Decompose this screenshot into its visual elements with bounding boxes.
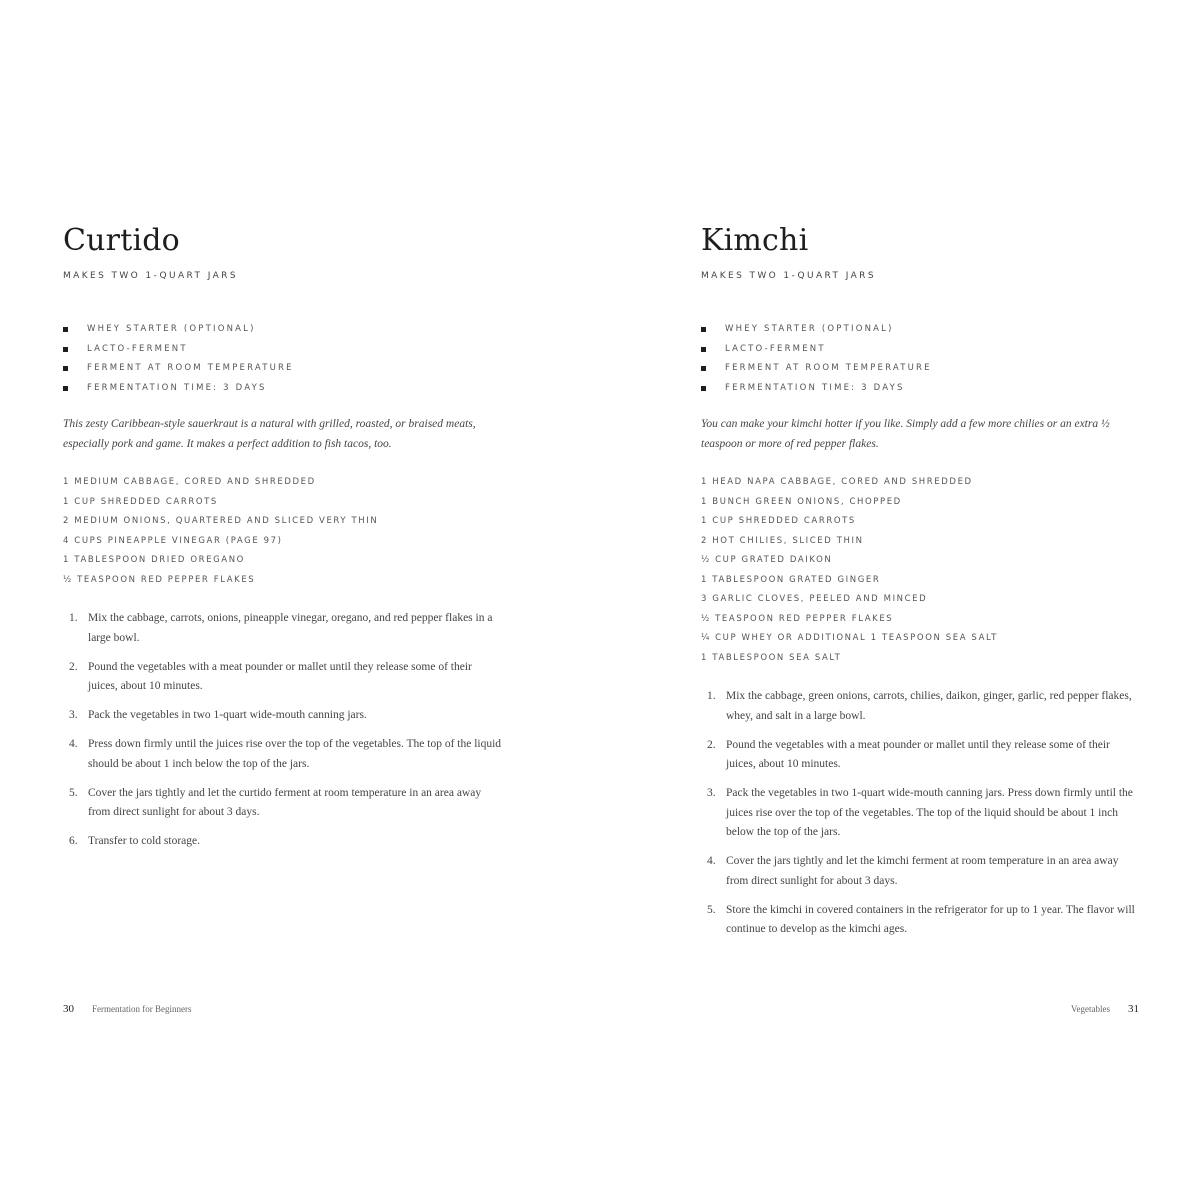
label-item [701, 379, 1141, 399]
ingredient-item: ¼ CUP WHEY OR ADDITIONAL 1 TEASPOON SEA SALT [701, 633, 998, 643]
label-text: FERMENT AT ROOM TEMPERATURE [725, 363, 932, 373]
step-number: 3. [69, 709, 78, 721]
square-bullet-icon [63, 327, 68, 332]
step-item [63, 658, 503, 697]
step-number: 5. [707, 903, 716, 916]
recipe-yield: MAKES TWO 1-QUART JARS [63, 271, 238, 281]
label-text: WHEY STARTER (OPTIONAL) [725, 324, 894, 334]
step-text: Pound the vegetables with a meat pounder or mallet until they release some of their juices, about 10 minutes. [88, 660, 472, 692]
square-bullet-icon [701, 347, 706, 352]
step-item [701, 687, 1141, 726]
label-item [63, 340, 503, 360]
step-item [701, 852, 1141, 891]
page-footer [63, 1002, 191, 1017]
ingredient-item: ½ CUP GRATED DAIKON [701, 555, 833, 565]
ingredient-item: 1 TABLESPOON DRIED OREGANO [63, 555, 245, 565]
step-number: 4. [707, 855, 716, 867]
step-text: Mix the cabbage, green onions, carrots, chilies, daikon, ginger, garlic, red pepper flakes, whey, and salt in a large bowl. [726, 690, 1132, 722]
step-number: 2. [69, 660, 78, 673]
step-text: Store the kimchi in covered containers in the refrigerator for up to 1 year. The flavor will continue to develop as the kimchi ages. [726, 903, 1135, 935]
recipe-yield: MAKES TWO 1-QUART JARS [701, 271, 876, 281]
ingredient-item: 1 TABLESPOON SEA SALT [701, 652, 842, 663]
recipe-labels [63, 320, 503, 398]
ingredient-item: 1 TABLESPOON GRATED GINGER [701, 574, 881, 585]
recipe-title: Kimchi [701, 223, 809, 258]
step-number: 1. [707, 690, 716, 702]
steps-list [63, 609, 503, 852]
label-item [63, 359, 503, 379]
step-number: 6. [69, 835, 78, 847]
step-text: Mix the cabbage, carrots, onions, pineapple vinegar, oregano, and red pepper flakes in a large bowl. [88, 612, 493, 644]
recipe-labels [701, 320, 1141, 398]
ingredient-item: 1 BUNCH GREEN ONIONS, CHOPPED [701, 496, 902, 507]
square-bullet-icon [701, 366, 706, 371]
step-number: 2. [707, 738, 716, 751]
step-item [701, 901, 1141, 940]
square-bullet-icon [701, 327, 706, 332]
ingredient-item: 1 MEDIUM CABBAGE, CORED AND SHREDDED [63, 477, 316, 487]
ingredients-list [701, 473, 1141, 668]
label-text: LACTO-FERMENT [87, 343, 188, 354]
page-number: 30 [63, 1003, 74, 1015]
square-bullet-icon [63, 347, 68, 352]
step-text: Cover the jars tightly and let the kimchi ferment at room temperature in an area away from direct sunlight for about 3 days. [726, 855, 1119, 887]
step-item [63, 832, 503, 852]
label-text: FERMENT AT ROOM TEMPERATURE [87, 363, 294, 373]
square-bullet-icon [63, 366, 68, 371]
steps-list [701, 687, 1141, 940]
step-number: 3. [707, 787, 716, 799]
ingredients-list [63, 473, 503, 590]
running-head: Fermentation for Beginners [92, 1004, 192, 1014]
label-text: FERMENTATION TIME: 3 DAYS [87, 382, 267, 393]
step-text: Transfer to cold storage. [88, 835, 200, 847]
ingredient-item: 1 HEAD NAPA CABBAGE, CORED AND SHREDDED [701, 477, 973, 487]
step-text: Pack the vegetables in two 1-quart wide-mouth canning jars. [88, 709, 367, 721]
step-text: Pound the vegetables with a meat pounder or mallet until they release some of their juices, about 10 minutes. [726, 738, 1110, 770]
running-head: Vegetables [1071, 1004, 1110, 1014]
ingredient-item: 3 GARLIC CLOVES, PEELED AND MINCED [701, 594, 928, 604]
right-page [600, 0, 1200, 1200]
label-text: WHEY STARTER (OPTIONAL) [87, 324, 256, 334]
ingredient-item: 2 MEDIUM ONIONS, QUARTERED AND SLICED VERY THIN [63, 516, 379, 526]
ingredient-item: 1 CUP SHREDDED CARROTS [701, 516, 856, 526]
square-bullet-icon [701, 386, 706, 391]
step-text: Pack the vegetables in two 1-quart wide-mouth canning jars. Press down firmly until the juices rise over the top of the vegetables. The top of the liquid should be about 1 inch below the top of the jars. [726, 787, 1133, 838]
label-item [701, 340, 1141, 360]
step-item [63, 609, 503, 648]
step-item [63, 784, 503, 823]
ingredient-item: ½ TEASPOON RED PEPPER FLAKES [63, 574, 256, 585]
square-bullet-icon [63, 386, 68, 391]
recipe-intro: You can make your kimchi hotter if you like. Simply add a few more chilies or an extra ½ teaspoon or more of red pepper flakes. [701, 418, 1110, 450]
step-text: Press down firmly until the juices rise over the top of the vegetables. The top of the liquid should be about 1 inch below the top of the jars. [88, 738, 502, 770]
step-text: Cover the jars tightly and let the curtido ferment at room temperature in an area away from direct sunlight for about 3 days. [88, 786, 482, 818]
ingredient-item: 1 CUP SHREDDED CARROTS [63, 496, 218, 507]
step-item [701, 736, 1141, 775]
step-number: 1. [69, 612, 78, 624]
ingredient-item: ½ TEASPOON RED PEPPER FLAKES [701, 613, 894, 624]
curtido-recipe [63, 222, 503, 861]
step-item [701, 784, 1141, 843]
kimchi-recipe [701, 222, 1141, 949]
label-text: LACTO-FERMENT [725, 343, 826, 354]
step-item [63, 706, 503, 726]
ingredient-item: 2 HOT CHILIES, SLICED THIN [701, 535, 864, 546]
label-text: FERMENTATION TIME: 3 DAYS [725, 382, 905, 393]
label-item [701, 359, 1141, 379]
step-number: 5. [69, 786, 78, 799]
label-item [701, 320, 1141, 340]
label-item [63, 379, 503, 399]
ingredient-item: 4 CUPS PINEAPPLE VINEGAR (PAGE 97) [63, 535, 283, 546]
recipe-intro: This zesty Caribbean-style sauerkraut is a natural with grilled, roasted, or braised meats, especially pork and game. It makes a perfect addition to fish tacos, too. [63, 418, 476, 450]
recipe-title: Curtido [63, 223, 180, 258]
label-item [63, 320, 503, 340]
step-item [63, 735, 503, 774]
page-number: 31 [1128, 1003, 1139, 1015]
step-number: 4. [69, 738, 78, 750]
page-footer [1071, 1002, 1139, 1017]
